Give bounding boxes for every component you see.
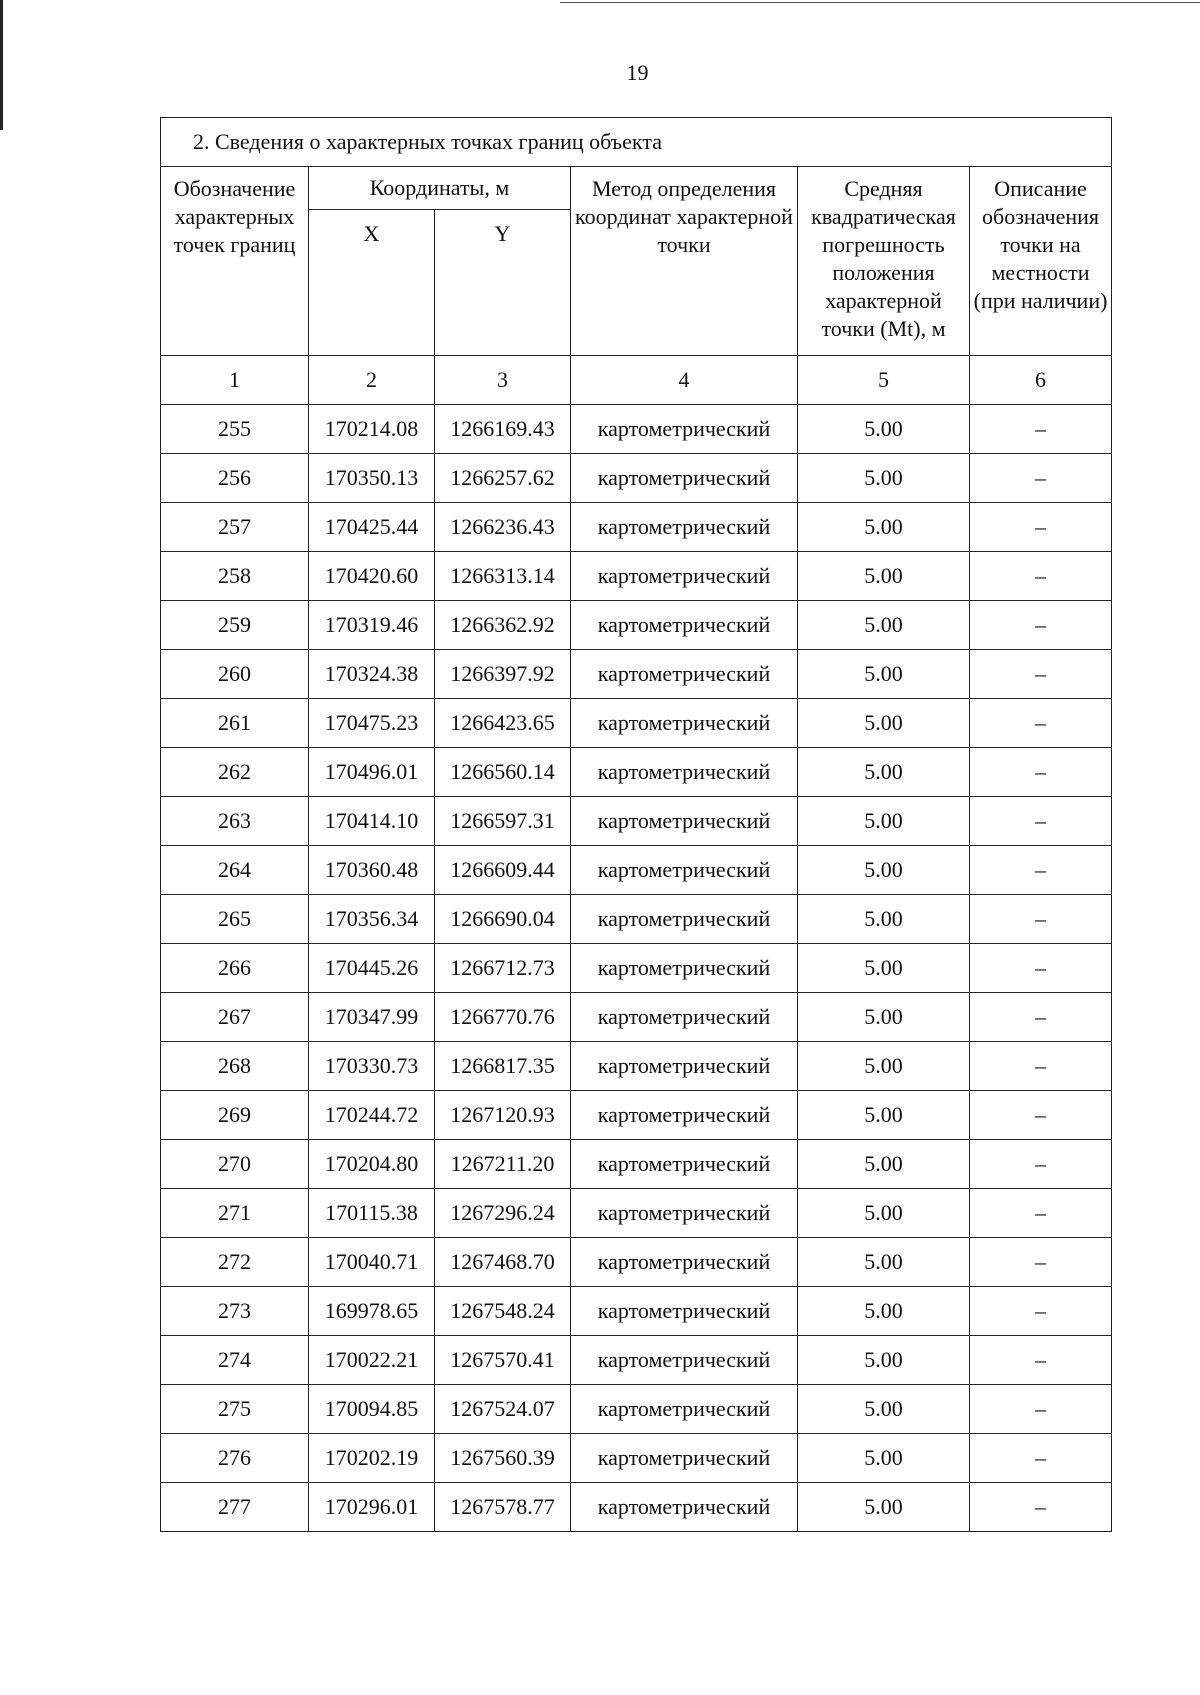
table-row: [161, 1287, 1112, 1336]
method-cell: картометрический: [571, 454, 798, 503]
point-number-cell: 263: [161, 797, 309, 846]
description-cell: –: [970, 944, 1112, 993]
table-row: [161, 552, 1112, 601]
y-coordinate-cell: 1267120.93: [435, 1091, 571, 1140]
description-cell: –: [970, 405, 1112, 454]
table-row: [161, 993, 1112, 1042]
error-cell: 5.00: [798, 846, 970, 895]
y-coordinate-cell: 1266690.04: [435, 895, 571, 944]
x-coordinate-cell: 170347.99: [309, 993, 435, 1042]
point-number-cell: 261: [161, 699, 309, 748]
table-row: [161, 650, 1112, 699]
x-coordinate-cell: 170475.23: [309, 699, 435, 748]
y-coordinate-cell: 1266257.62: [435, 454, 571, 503]
column-number: 3: [435, 356, 571, 405]
error-cell: 5.00: [798, 503, 970, 552]
method-cell: картометрический: [571, 699, 798, 748]
point-number-cell: 255: [161, 405, 309, 454]
table-row: [161, 1091, 1112, 1140]
description-cell: –: [970, 1189, 1112, 1238]
method-cell: картометрический: [571, 1189, 798, 1238]
method-cell: картометрический: [571, 650, 798, 699]
method-cell: картометрический: [571, 1091, 798, 1140]
x-coordinate-cell: 169978.65: [309, 1287, 435, 1336]
header-method: Метод определения координат характерной точки: [571, 167, 798, 356]
column-number: 2: [309, 356, 435, 405]
header-y: Y: [435, 209, 571, 355]
table-row: [161, 846, 1112, 895]
column-number: 1: [161, 356, 309, 405]
page-number: 19: [626, 60, 649, 85]
x-coordinate-cell: 170040.71: [309, 1238, 435, 1287]
method-cell: картометрический: [571, 1238, 798, 1287]
y-coordinate-cell: 1267211.20: [435, 1140, 571, 1189]
error-cell: 5.00: [798, 454, 970, 503]
x-coordinate-cell: 170356.34: [309, 895, 435, 944]
description-cell: –: [970, 993, 1112, 1042]
column-number: 5: [798, 356, 970, 405]
method-cell: картометрический: [571, 797, 798, 846]
y-coordinate-cell: 1266423.65: [435, 699, 571, 748]
y-coordinate-cell: 1266770.76: [435, 993, 571, 1042]
error-cell: 5.00: [798, 1434, 970, 1483]
table-row: [161, 1238, 1112, 1287]
description-cell: –: [970, 1336, 1112, 1385]
x-coordinate-cell: 170214.08: [309, 405, 435, 454]
error-cell: 5.00: [798, 650, 970, 699]
method-cell: картометрический: [571, 1287, 798, 1336]
error-cell: 5.00: [798, 1287, 970, 1336]
point-number-cell: 260: [161, 650, 309, 699]
description-cell: –: [970, 895, 1112, 944]
x-coordinate-cell: 170094.85: [309, 1385, 435, 1434]
y-coordinate-cell: 1267570.41: [435, 1336, 571, 1385]
table-row: [161, 748, 1112, 797]
column-number: 4: [571, 356, 798, 405]
method-cell: картометрический: [571, 944, 798, 993]
point-number-cell: 270: [161, 1140, 309, 1189]
description-cell: –: [970, 1238, 1112, 1287]
y-coordinate-cell: 1267560.39: [435, 1434, 571, 1483]
table-row: [161, 1385, 1112, 1434]
point-number-cell: 274: [161, 1336, 309, 1385]
point-number-cell: 257: [161, 503, 309, 552]
description-cell: –: [970, 1091, 1112, 1140]
header-coordinates: Координаты, м: [309, 167, 571, 210]
table-row: [161, 1042, 1112, 1091]
x-coordinate-cell: 170425.44: [309, 503, 435, 552]
error-cell: 5.00: [798, 1140, 970, 1189]
column-numbers-row: [161, 356, 1112, 405]
header-row-1: [161, 167, 1112, 210]
error-cell: 5.00: [798, 1042, 970, 1091]
y-coordinate-cell: 1267578.77: [435, 1483, 571, 1532]
description-cell: –: [970, 552, 1112, 601]
x-coordinate-cell: 170360.48: [309, 846, 435, 895]
table-row: [161, 1189, 1112, 1238]
table-row: [161, 895, 1112, 944]
point-number-cell: 264: [161, 846, 309, 895]
section-title: 2. Сведения о характерных точках границ объекта: [161, 118, 1112, 167]
header-x: X: [309, 209, 435, 355]
header-designation: Обозначение характерных точек границ: [161, 167, 309, 356]
method-cell: картометрический: [571, 993, 798, 1042]
method-cell: картометрический: [571, 503, 798, 552]
description-cell: –: [970, 1483, 1112, 1532]
error-cell: 5.00: [798, 601, 970, 650]
y-coordinate-cell: 1266236.43: [435, 503, 571, 552]
description-cell: –: [970, 699, 1112, 748]
x-coordinate-cell: 170115.38: [309, 1189, 435, 1238]
table-row: [161, 503, 1112, 552]
table-row: [161, 1483, 1112, 1532]
y-coordinate-cell: 1266362.92: [435, 601, 571, 650]
table-row: [161, 1336, 1112, 1385]
point-number-cell: 265: [161, 895, 309, 944]
description-cell: –: [970, 748, 1112, 797]
description-cell: –: [970, 1385, 1112, 1434]
x-coordinate-cell: 170022.21: [309, 1336, 435, 1385]
point-number-cell: 271: [161, 1189, 309, 1238]
x-coordinate-cell: 170414.10: [309, 797, 435, 846]
y-coordinate-cell: 1266169.43: [435, 405, 571, 454]
error-cell: 5.00: [798, 405, 970, 454]
x-coordinate-cell: 170420.60: [309, 552, 435, 601]
error-cell: 5.00: [798, 1483, 970, 1532]
x-coordinate-cell: 170244.72: [309, 1091, 435, 1140]
description-cell: –: [970, 1434, 1112, 1483]
method-cell: картометрический: [571, 1483, 798, 1532]
description-cell: –: [970, 503, 1112, 552]
y-coordinate-cell: 1266397.92: [435, 650, 571, 699]
error-cell: 5.00: [798, 748, 970, 797]
error-cell: 5.00: [798, 944, 970, 993]
table-row: [161, 601, 1112, 650]
method-cell: картометрический: [571, 1140, 798, 1189]
description-cell: –: [970, 846, 1112, 895]
error-cell: 5.00: [798, 1385, 970, 1434]
header-description: Описание обозначения точки на местности (при наличии): [970, 167, 1112, 356]
table-row: [161, 1434, 1112, 1483]
method-cell: картометрический: [571, 846, 798, 895]
boundary-points-table: [160, 117, 1112, 1532]
method-cell: картометрический: [571, 1042, 798, 1091]
x-coordinate-cell: 170350.13: [309, 454, 435, 503]
table-row: [161, 405, 1112, 454]
y-coordinate-cell: 1267468.70: [435, 1238, 571, 1287]
method-cell: картометрический: [571, 1434, 798, 1483]
method-cell: картометрический: [571, 1385, 798, 1434]
header-error: Средняя квадратическая погрешность положения характерной точки (Mt), м: [798, 167, 970, 356]
error-cell: 5.00: [798, 1336, 970, 1385]
point-number-cell: 259: [161, 601, 309, 650]
description-cell: –: [970, 1287, 1112, 1336]
error-cell: 5.00: [798, 1091, 970, 1140]
table-row: [161, 797, 1112, 846]
error-cell: 5.00: [798, 797, 970, 846]
x-coordinate-cell: 170202.19: [309, 1434, 435, 1483]
error-cell: 5.00: [798, 895, 970, 944]
point-number-cell: 262: [161, 748, 309, 797]
y-coordinate-cell: 1266712.73: [435, 944, 571, 993]
x-coordinate-cell: 170324.38: [309, 650, 435, 699]
error-cell: 5.00: [798, 552, 970, 601]
description-cell: –: [970, 797, 1112, 846]
method-cell: картометрический: [571, 1336, 798, 1385]
column-number: 6: [970, 356, 1112, 405]
x-coordinate-cell: 170319.46: [309, 601, 435, 650]
point-number-cell: 266: [161, 944, 309, 993]
table-row: [161, 454, 1112, 503]
x-coordinate-cell: 170330.73: [309, 1042, 435, 1091]
y-coordinate-cell: 1266609.44: [435, 846, 571, 895]
y-coordinate-cell: 1267548.24: [435, 1287, 571, 1336]
point-number-cell: 272: [161, 1238, 309, 1287]
point-number-cell: 258: [161, 552, 309, 601]
point-number-cell: 269: [161, 1091, 309, 1140]
y-coordinate-cell: 1266313.14: [435, 552, 571, 601]
description-cell: –: [970, 1042, 1112, 1091]
table-row: [161, 1140, 1112, 1189]
description-cell: –: [970, 601, 1112, 650]
point-number-cell: 275: [161, 1385, 309, 1434]
error-cell: 5.00: [798, 1189, 970, 1238]
point-number-cell: 276: [161, 1434, 309, 1483]
y-coordinate-cell: 1266817.35: [435, 1042, 571, 1091]
method-cell: картометрический: [571, 552, 798, 601]
table-row: [161, 944, 1112, 993]
section-title-row: [161, 118, 1112, 167]
method-cell: картометрический: [571, 601, 798, 650]
point-number-cell: 267: [161, 993, 309, 1042]
error-cell: 5.00: [798, 1238, 970, 1287]
point-number-cell: 256: [161, 454, 309, 503]
description-cell: –: [970, 454, 1112, 503]
y-coordinate-cell: 1266597.31: [435, 797, 571, 846]
x-coordinate-cell: 170496.01: [309, 748, 435, 797]
point-number-cell: 277: [161, 1483, 309, 1532]
error-cell: 5.00: [798, 993, 970, 1042]
method-cell: картометрический: [571, 748, 798, 797]
method-cell: картометрический: [571, 405, 798, 454]
y-coordinate-cell: 1267296.24: [435, 1189, 571, 1238]
point-number-cell: 268: [161, 1042, 309, 1091]
method-cell: картометрический: [571, 895, 798, 944]
point-number-cell: 273: [161, 1287, 309, 1336]
scan-top-line: [560, 2, 1200, 3]
error-cell: 5.00: [798, 699, 970, 748]
table-row: [161, 699, 1112, 748]
description-cell: –: [970, 650, 1112, 699]
y-coordinate-cell: 1266560.14: [435, 748, 571, 797]
y-coordinate-cell: 1267524.07: [435, 1385, 571, 1434]
description-cell: –: [970, 1140, 1112, 1189]
x-coordinate-cell: 170296.01: [309, 1483, 435, 1532]
x-coordinate-cell: 170445.26: [309, 944, 435, 993]
x-coordinate-cell: 170204.80: [309, 1140, 435, 1189]
